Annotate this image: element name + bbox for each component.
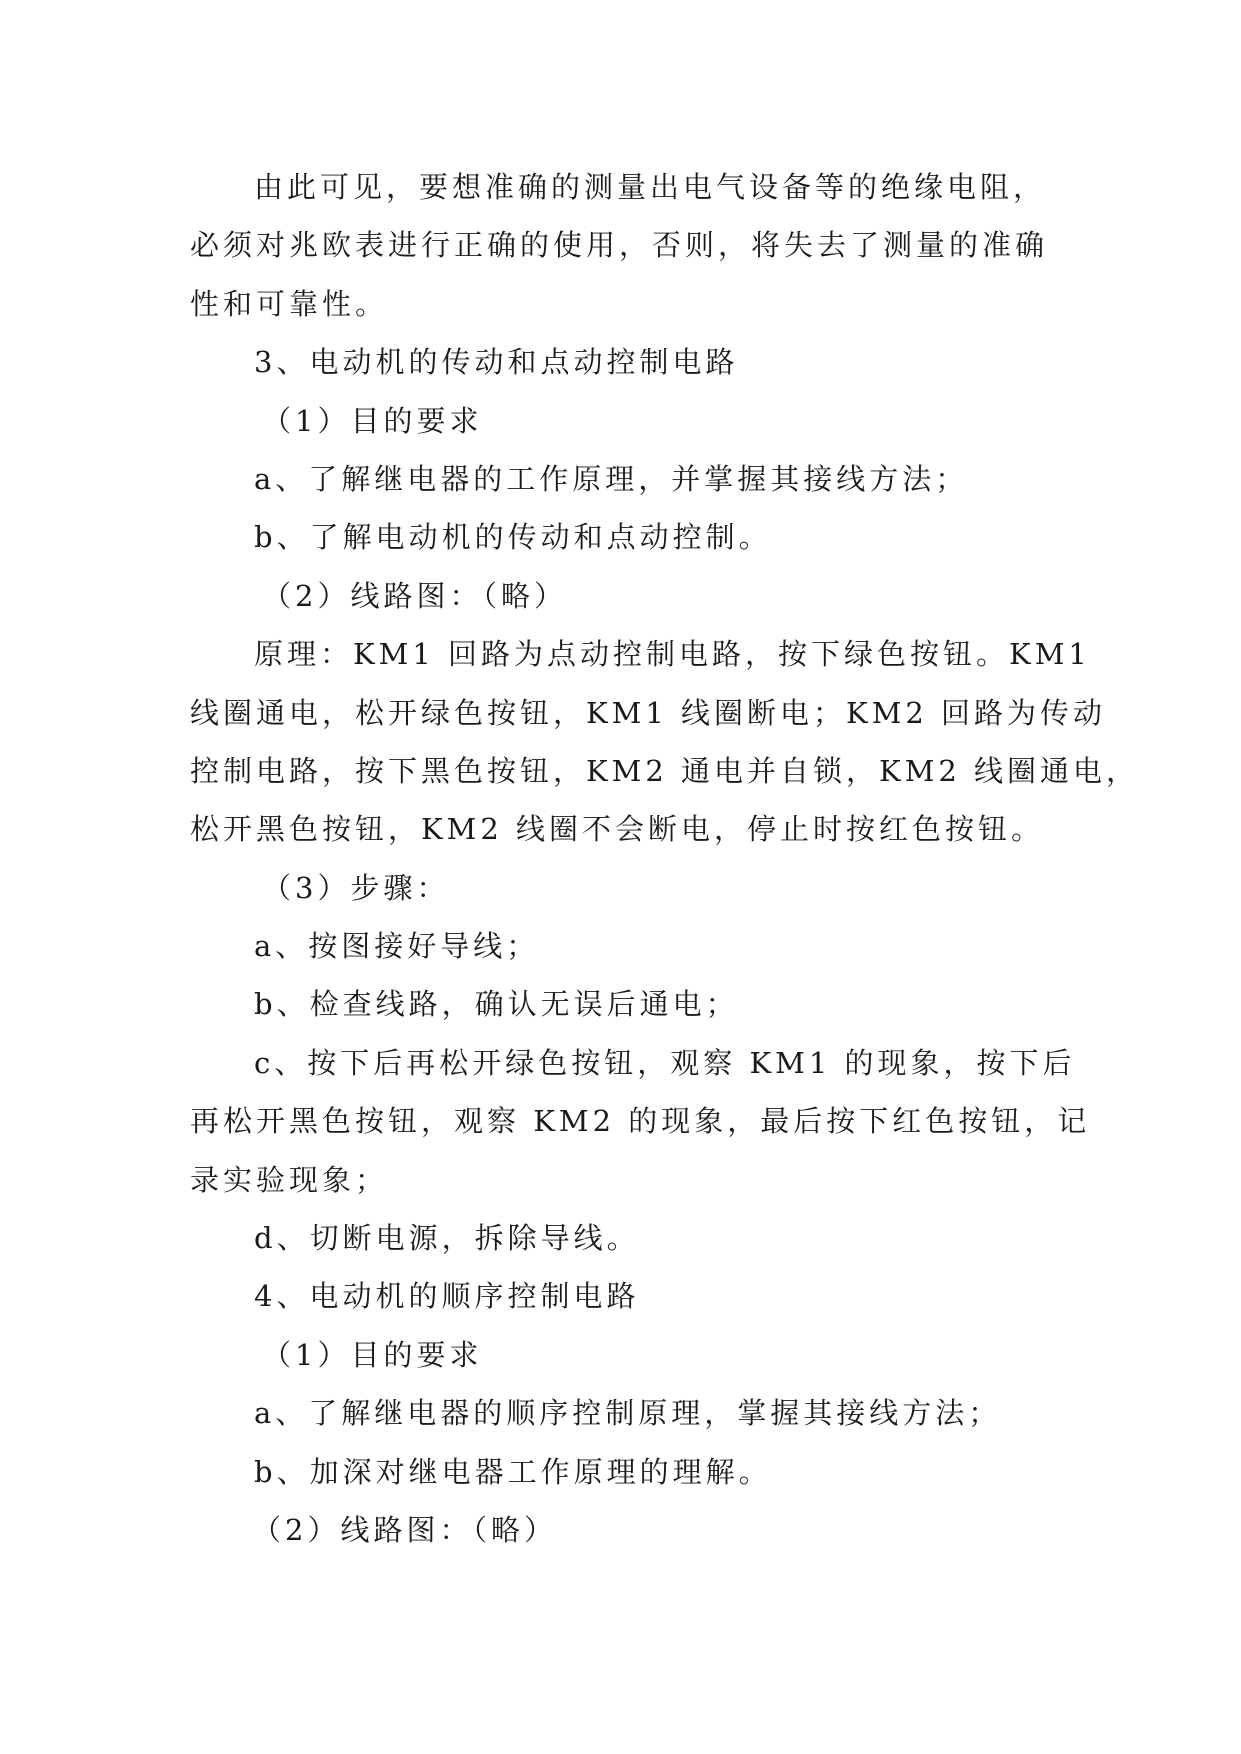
section-heading: 3、电动机的传动和点动控制电路 xyxy=(254,345,739,380)
paragraph-line: 必须对兆欧表进行正确的使用，否则，将失去了测量的准确 xyxy=(190,228,1049,263)
paragraph-line: 再松开黑色按钮，观察 KM2 的现象，最后按下红色按钮，记 xyxy=(190,1104,1091,1139)
list-item: a、了解继电器的顺序控制原理，掌握其接线方法； xyxy=(254,1396,1002,1431)
paragraph-line: 线圈通电，松开绿色按钮，KM1 线圈断电；KM2 回路为传动 xyxy=(190,695,1107,730)
subsection-heading: （2）线路图：（略） xyxy=(252,1512,557,1547)
list-item: a、按图接好导线； xyxy=(254,929,540,964)
list-item: d、切断电源，拆除导线。 xyxy=(254,1221,640,1256)
paragraph-line: 控制电路，按下黑色按钮，KM2 通电并自锁，KM2 线圈通电， xyxy=(190,753,1140,788)
list-item: b、了解电动机的传动和点动控制。 xyxy=(254,520,772,555)
list-item: a、了解继电器的工作原理，并掌握其接线方法； xyxy=(254,461,969,496)
document-body xyxy=(190,158,1140,1559)
paragraph-line: 松开黑色按钮，KM2 线圈不会断电，停止时按红色按钮。 xyxy=(190,812,1045,847)
paragraph-line: 录实验现象； xyxy=(190,1162,389,1197)
list-item: b、检查线路，确认无误后通电； xyxy=(254,987,739,1022)
paragraph-line: 原理：KM1 回路为点动控制电路，按下绿色按钮。KM1 xyxy=(254,637,1091,672)
section-heading: 4、电动机的顺序控制电路 xyxy=(254,1279,640,1314)
paragraph-line: 性和可靠性。 xyxy=(190,286,389,321)
list-item: b、加深对继电器工作原理的理解。 xyxy=(254,1454,772,1489)
list-item: c、按下后再松开绿色按钮，观察 KM1 的现象，按下后 xyxy=(254,1045,1076,1080)
paragraph-line: 由此可见，要想准确的测量出电气设备等的绝缘电阻， xyxy=(254,170,1047,204)
subsection-heading: （1）目的要求 xyxy=(262,1337,483,1372)
subsection-heading: （1）目的要求 xyxy=(262,403,483,438)
subsection-heading: （3）步骤： xyxy=(262,870,450,905)
subsection-heading: （2）线路图：（略） xyxy=(262,578,567,613)
